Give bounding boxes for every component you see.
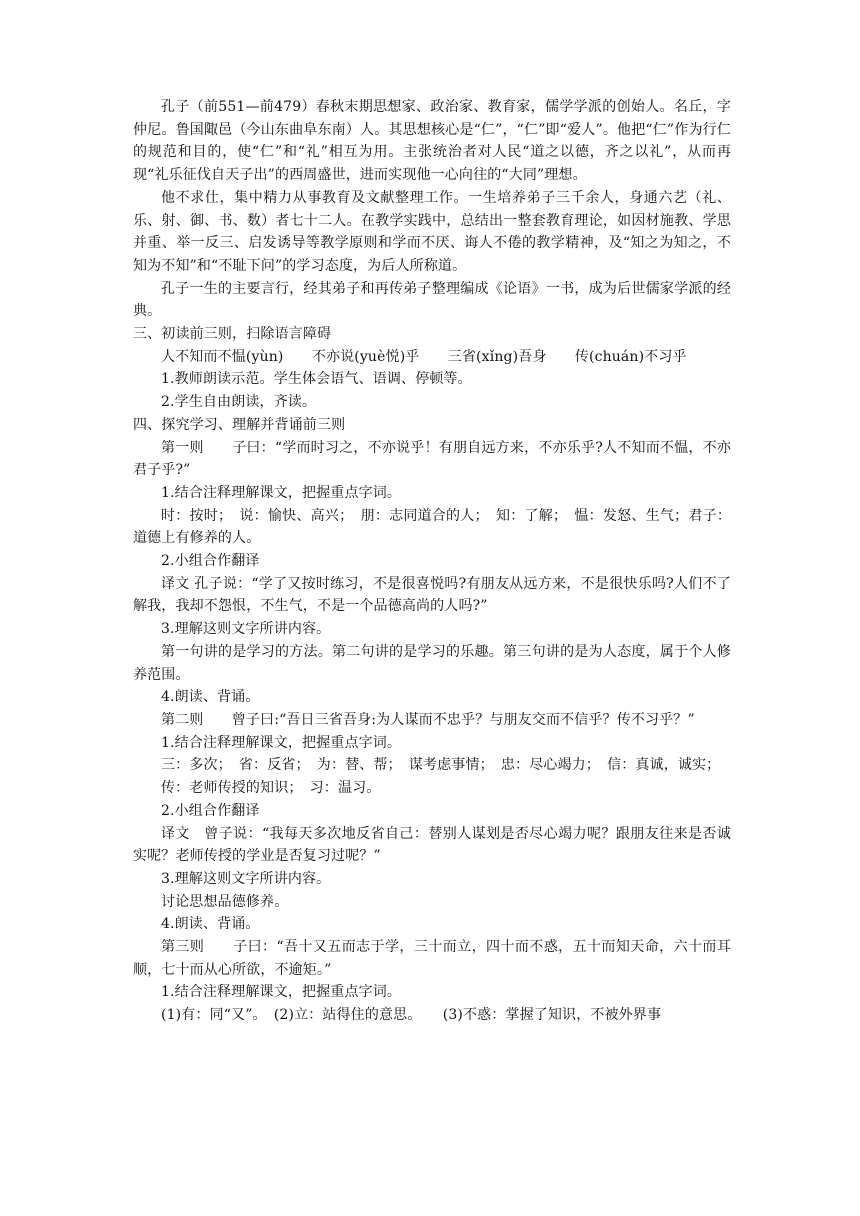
paragraph: 第三则 子曰：“吾十又五而志于学，三十而立，四十而不惑，五十而知天命，六十而耳顺，七十而从心所欲，不逾矩。” [133,939,731,978]
paragraph: 传：老师传授的知识； 习：温习。 [161,780,381,797]
paragraph: 2.小组合作翻译 [161,802,260,819]
paragraph: 第一则 子曰：“学而时习之，不亦说乎！有朋自远方来，不亦乐乎?人不知而不愠，不亦君子乎?” [133,439,731,479]
paragraph: 1.结合注释理解课文，把握重点字词。 [161,484,402,501]
paragraph: 3.理解这则文字所讲内容。 [161,870,331,887]
paragraph: 2.小组合作翻译 [161,553,260,570]
paragraph: (1)有：同“又”。 (2)立：站得住的意思。 (3)不惑：掌握了知识，不被外界事 [161,1007,662,1024]
paragraph: 孔子一生的主要言行，经其弟子和再传弟子整理编成《论语》一书，成为后世儒家学派的经典。 [133,280,731,320]
paragraph: 1.结合注释理解课文，把握重点字词。 [161,984,402,1001]
paragraph: 他不求仕，集中精力从事教育及文献整理工作。一生培养弟子三千余人，身通六艺（礼、乐、射、御、书、数）者七十二人。在教学实践中，总结出一整套教育理论，如因材施教、学思并重、举一反三、启发诱导等教学原则和学而不厌、诲人不倦的教学精神，及“知之为知之，不知为不知”和“不耻下问”的学习态度，为后人所称道。 [133,189,731,274]
paragraph: 1.教师朗读示范。学生体会语气、语调、停顿等。 [161,371,472,388]
paragraph: 第一句讲的是学习的方法。第二句讲的是学习的乐趣。第三句讲的是为人态度，属于个人修养范围。 [133,643,731,683]
paragraph: 2.学生自由朗读，齐读。 [161,394,317,411]
paragraph: 时：按时； 说：愉快、高兴； 朋：志同道合的人； 知：了解； 愠：发怒、生气；君子：道德上有修养的人。 [133,507,731,547]
paragraph: 译文 孔子说：“学了又按时练习，不是很喜悦吗?有朋友从远方来，不是很快乐吗?人们不了解我，我却不怨恨，不生气，不是一个品德高尚的人吗?” [133,575,731,615]
paragraph: 3.理解这则文字所讲内容。 [161,621,331,638]
document-body [133,96,731,1027]
paragraph: 人不知而不愠(yùn) 不亦说(yuè悦)乎 三省(xǐng)吾身 传(chuán)不习乎 [161,348,687,365]
paragraph: 译文 曾子说：“我每天多次地反省自己：替别人谋划是否尽心竭力呢？跟朋友往来是否诚实呢？老师传授的学业是否复习过呢？” [133,825,731,865]
paragraph: 三：多次； 省：反省； 为：替、帮； 谋考虑事情； 忠：尽心竭力； 信：真诚，诚实； [161,757,721,774]
paragraph: 第二则 曾子曰:“吾日三省吾身:为人谋而不忠乎？与朋友交而不信乎？传不习乎？” [161,711,695,728]
section-heading: 三、初读前三则，扫除语言障碍 [133,326,332,343]
paragraph: 孔子（前551—前479）春秋末期思想家、政治家、教育家，儒学学派的创始人。名丘，字仲尼。鲁国陬邑（今山东曲阜东南）人。其思想核心是“仁”，“仁”即“爱人”。他把“仁”作为行仁的规范和目的，使“仁”和“礼”相互为用。主张统治者对人民“道之以德，齐之以礼”，从而再现“礼乐征伐自天子出”的西周盛世，进而实现他一心向往的“大同”理想。 [133,99,731,184]
paragraph: 讨论思想品德修养。 [161,893,289,910]
paragraph: 4.朗读、背诵。 [161,689,260,706]
paragraph: 1.结合注释理解课文，把握重点字词。 [161,734,402,751]
paragraph: 4.朗读、背诵。 [161,916,260,933]
section-heading: 四、探究学习、理解并背诵前三则 [133,416,346,433]
